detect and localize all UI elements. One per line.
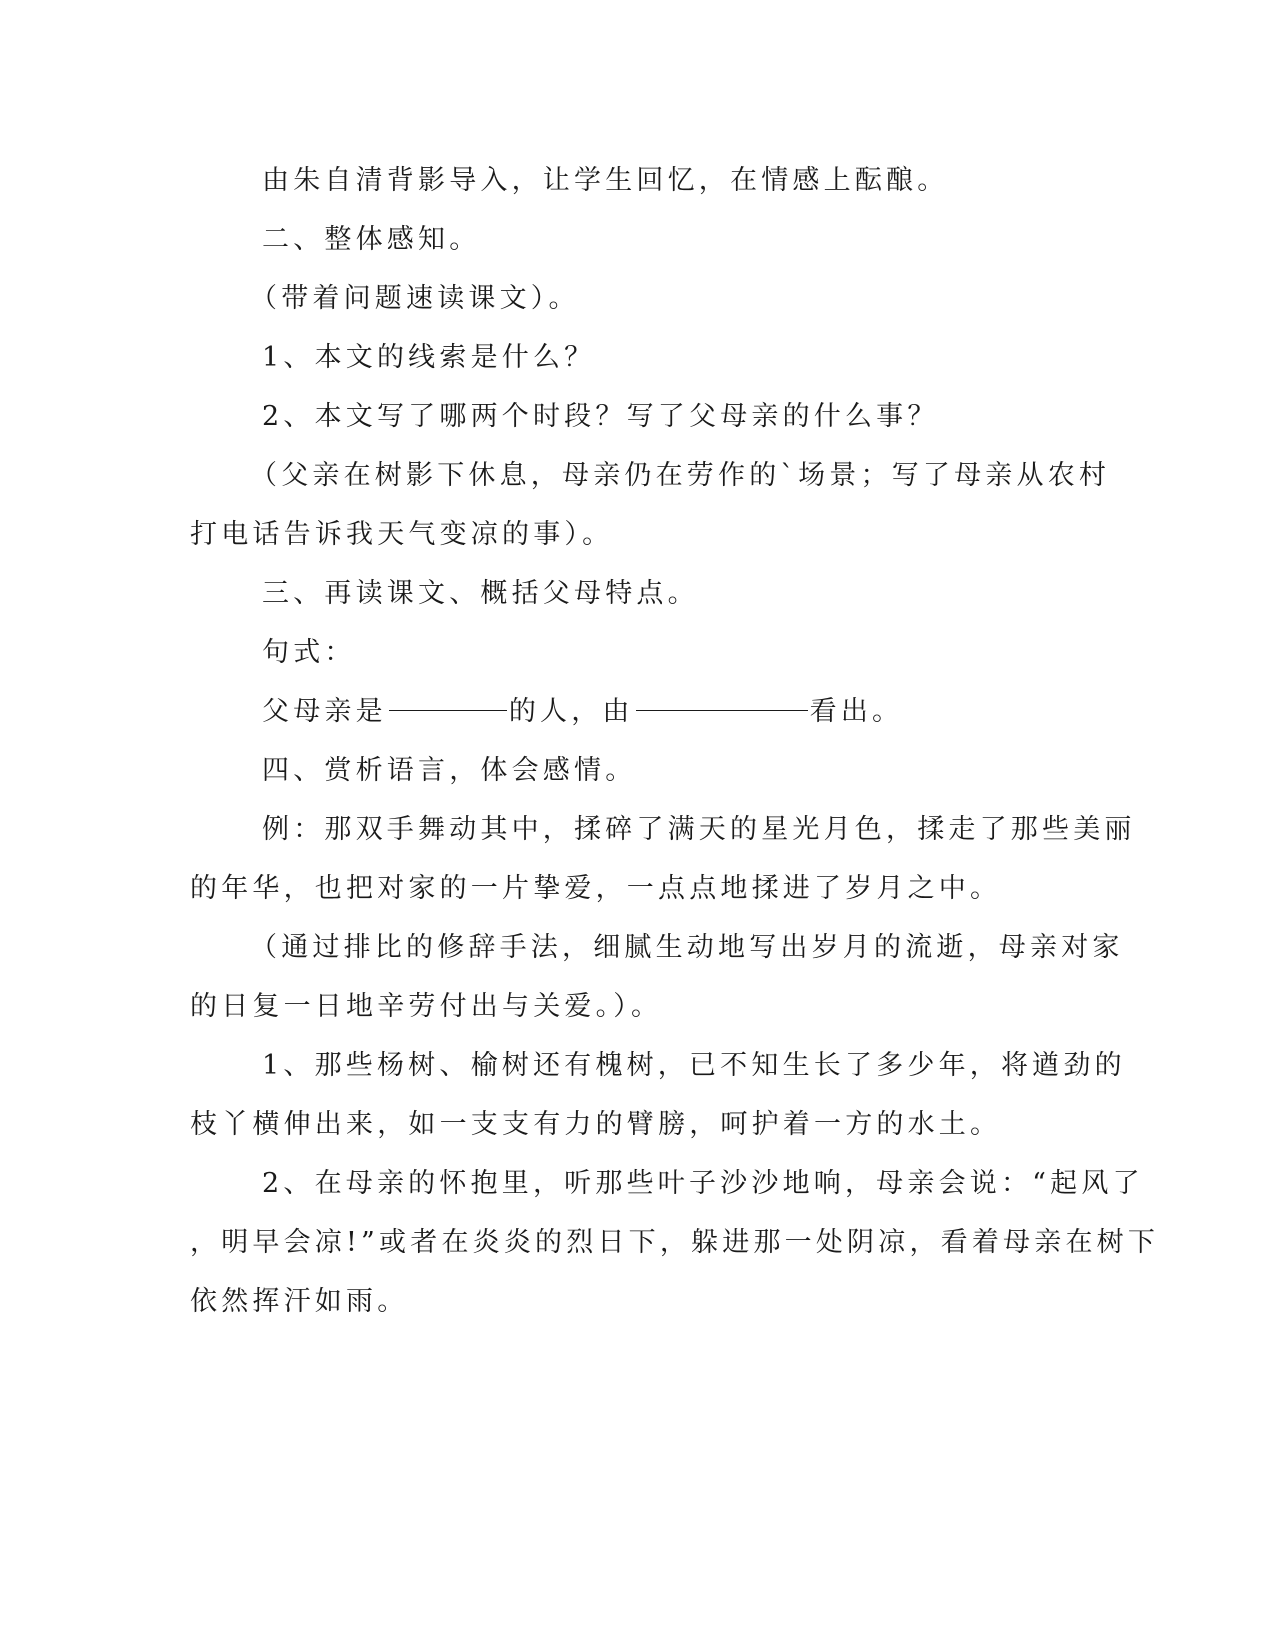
sentence-pattern-blank: [262, 696, 903, 728]
fill-blank-line-2: [636, 710, 808, 711]
sentence-pattern-label: 句式：: [262, 637, 356, 668]
item-1-line-2: 枝丫横伸出来，如一支支有力的臂膀，呵护着一方的水土。: [190, 1109, 1002, 1140]
fill-blank-line-1: [389, 710, 507, 711]
heading-reread: 三、再读课文、概括父母特点。: [262, 578, 699, 609]
heading-appreciate-language: 四、赏析语言，体会感情。: [262, 755, 637, 786]
answer-line-1: （父亲在树影下休息，母亲仍在劳作的`场景；写了母亲从农村: [250, 460, 1111, 491]
item-2-line-1: 2、在母亲的怀抱里，听那些叶子沙沙地响，母亲会说：“起风了: [262, 1168, 1144, 1199]
answer-line-2: 打电话告诉我天气变凉的事）。: [190, 519, 614, 550]
analysis-line-1: （通过排比的修辞手法，细腻生动地写出岁月的流逝，母亲对家: [250, 932, 1124, 963]
question-1: 1、本文的线索是什么？: [262, 342, 596, 373]
item-2-line-2: ，明早会凉!”或者在炎炎的烈日下，躲进那一处阴凉，看着母亲在树下: [190, 1227, 1160, 1258]
example-line-1: 例：那双手舞动其中，揉碎了满天的星光月色，揉走了那些美丽: [262, 814, 1136, 845]
blank-part-2: 的人，由: [508, 696, 634, 727]
question-2: 2、本文写了哪两个时段？写了父母亲的什么事？: [262, 401, 939, 432]
paragraph-read-instruction: （带着问题速读课文）。: [250, 283, 580, 314]
blank-part-1: 父母亲是: [262, 696, 387, 727]
example-line-2: 的年华，也把对家的一片挚爱，一点点地揉进了岁月之中。: [190, 873, 1002, 904]
paragraph-intro: 由朱自清背影导入，让学生回忆，在情感上酝酿。: [262, 165, 949, 196]
item-2-line-3: 依然挥汗如雨。: [190, 1286, 409, 1317]
blank-part-3: 看出。: [809, 696, 904, 727]
heading-overall-perception: 二、整体感知。: [262, 224, 481, 255]
item-1-line-1: 1、那些杨树、榆树还有槐树，已不知生长了多少年，将遒劲的: [262, 1050, 1126, 1081]
analysis-line-2: 的日复一日地辛劳付出与关爱。）。: [190, 991, 663, 1022]
